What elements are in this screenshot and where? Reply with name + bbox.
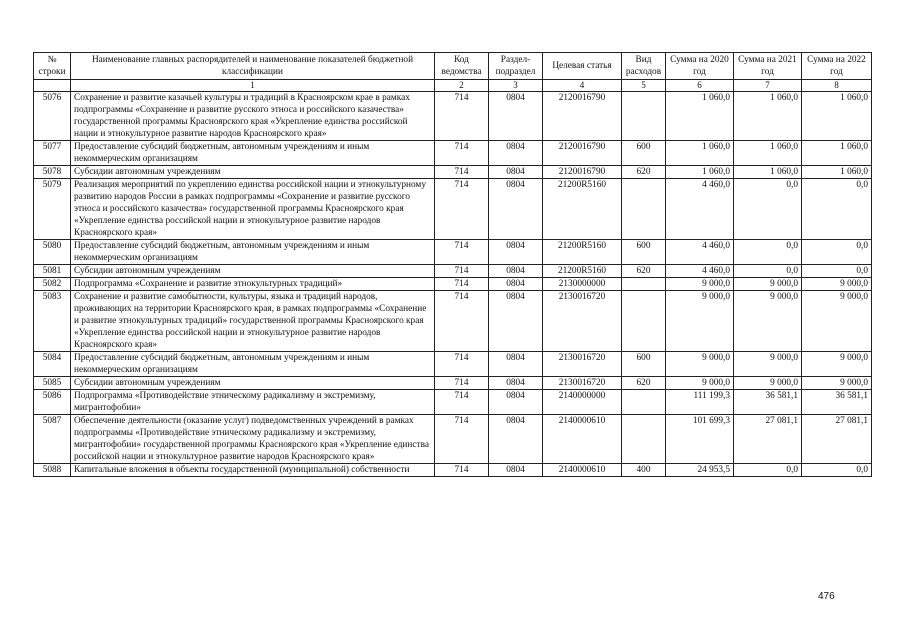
table-row [34,166,872,179]
page-number: 476 [818,591,835,602]
dept-code: 714 [435,464,489,477]
section-code: 0804 [489,92,543,141]
sum-2020: 1 060,0 [666,141,734,166]
target-code: 21200R5160 [543,179,622,240]
header-sum-2021: Сумма на 2021 год [734,53,802,80]
sum-2021: 1 060,0 [734,92,802,141]
sum-2022: 9 000,0 [802,291,872,352]
dept-code: 714 [435,390,489,415]
dept-code: 714 [435,166,489,179]
sum-2020: 9 000,0 [666,278,734,291]
column-number: 7 [734,80,802,92]
table-row [34,179,872,240]
sum-2022: 0,0 [802,464,872,477]
column-number: 5 [622,80,666,92]
target-code: 21200R5160 [543,265,622,278]
target-code: 2120016790 [543,92,622,141]
section-code: 0804 [489,240,543,265]
sum-2020: 111 199,3 [666,390,734,415]
row-number: 5082 [34,278,71,291]
sum-2022: 9 000,0 [802,377,872,390]
sum-2020: 9 000,0 [666,291,734,352]
sum-2020: 24 953,5 [666,464,734,477]
dept-code: 714 [435,179,489,240]
sum-2022: 1 060,0 [802,141,872,166]
target-code: 2140000610 [543,415,622,464]
table-row [34,377,872,390]
header-target: Целевая статья [543,53,622,80]
row-name: Субсидии автономным учреждениям [71,377,435,390]
header-expense-type: Вид расходов [622,53,666,80]
header-dept-code: Код ведомства [435,53,489,80]
expense-type [622,390,666,415]
row-name: Субсидии автономным учреждениям [71,265,435,278]
sum-2020: 4 460,0 [666,179,734,240]
header-sum-2022: Сумма на 2022 год [802,53,872,80]
sum-2021: 9 000,0 [734,278,802,291]
dept-code: 714 [435,141,489,166]
dept-code: 714 [435,265,489,278]
sum-2021: 27 081,1 [734,415,802,464]
table-row [34,390,872,415]
sum-2021: 0,0 [734,265,802,278]
column-number: 8 [802,80,872,92]
table-row [34,278,872,291]
row-number: 5076 [34,92,71,141]
row-number: 5079 [34,179,71,240]
row-name: Реализация мероприятий по укреплению единства российской нации и этнокультурному развитию народов России в рамках подпрограммы «Сохранение и развитие русского этноса и российского казачества» государственной программы Красноярского края «Укрепление единства российской нации и этнокультурное развитие народов Красноярского края» [71,179,435,240]
expense-type: 620 [622,265,666,278]
column-number: 3 [489,80,543,92]
target-code: 2120016790 [543,141,622,166]
table-row [34,415,872,464]
table-row [34,141,872,166]
sum-2020: 1 060,0 [666,92,734,141]
table-header [34,53,872,92]
sum-2021: 1 060,0 [734,141,802,166]
row-name: Подпрограмма «Противодействие этническому радикализму и экстремизму, мигрантофобии» [71,390,435,415]
dept-code: 714 [435,92,489,141]
row-number: 5084 [34,352,71,377]
table-row [34,92,872,141]
row-name: Субсидии автономным учреждениям [71,166,435,179]
row-number: 5088 [34,464,71,477]
row-name: Предоставление субсидий бюджетным, автономным учреждениям и иным некоммерческим организациям [71,141,435,166]
section-code: 0804 [489,166,543,179]
budget-table [33,52,872,477]
sum-2021: 0,0 [734,179,802,240]
table-row [34,464,872,477]
row-number: 5087 [34,415,71,464]
row-name: Обеспечение деятельности (оказание услуг) подведомственных учреждений в рамках подпрограммы «Противодействие этническому радикализму и экстремизму, мигрантофобии» государственной программы Красноярского края «Укрепление единства российской нации и этнокультурное развитие народов Красноярского края» [71,415,435,464]
expense-type [622,291,666,352]
sum-2021: 9 000,0 [734,377,802,390]
column-number: 2 [435,80,489,92]
sum-2022: 9 000,0 [802,352,872,377]
table-body [34,92,872,477]
column-number: 1 [71,80,435,92]
sum-2022: 9 000,0 [802,278,872,291]
target-code: 2130000000 [543,278,622,291]
section-code: 0804 [489,141,543,166]
row-number: 5081 [34,265,71,278]
table-row [34,265,872,278]
sum-2020: 101 699,3 [666,415,734,464]
row-number: 5085 [34,377,71,390]
row-number: 5083 [34,291,71,352]
sum-2020: 1 060,0 [666,166,734,179]
sum-2022: 27 081,1 [802,415,872,464]
sum-2021: 0,0 [734,464,802,477]
sum-2020: 9 000,0 [666,377,734,390]
sum-2022: 0,0 [802,179,872,240]
sum-2022: 36 581,1 [802,390,872,415]
row-number: 5080 [34,240,71,265]
sum-2022: 0,0 [802,265,872,278]
expense-type: 600 [622,141,666,166]
section-code: 0804 [489,377,543,390]
header-name: Наименование главных распорядителей и наименование показателей бюджетной классификации [71,53,435,80]
section-code: 0804 [489,291,543,352]
section-code: 0804 [489,265,543,278]
row-number: 5077 [34,141,71,166]
expense-type: 620 [622,377,666,390]
dept-code: 714 [435,377,489,390]
column-number [34,80,71,92]
table-row [34,352,872,377]
sum-2020: 4 460,0 [666,240,734,265]
row-name: Предоставление субсидий бюджетным, автономным учреждениям и иным некоммерческим организациям [71,352,435,377]
section-code: 0804 [489,278,543,291]
target-code: 2130016720 [543,291,622,352]
dept-code: 714 [435,352,489,377]
header-section: Раздел-подраздел [489,53,543,80]
expense-type [622,179,666,240]
sum-2020: 4 460,0 [666,265,734,278]
sum-2021: 36 581,1 [734,390,802,415]
sum-2021: 9 000,0 [734,291,802,352]
expense-type [622,92,666,141]
expense-type [622,278,666,291]
dept-code: 714 [435,240,489,265]
target-code: 2140000000 [543,390,622,415]
target-code: 2140000610 [543,464,622,477]
header-row-no: № строки [34,53,71,80]
target-code: 2130016720 [543,352,622,377]
row-name: Предоставление субсидий бюджетным, автономным учреждениям и иным некоммерческим организациям [71,240,435,265]
section-code: 0804 [489,390,543,415]
dept-code: 714 [435,415,489,464]
row-number: 5078 [34,166,71,179]
target-code: 2120016790 [543,166,622,179]
sum-2022: 1 060,0 [802,166,872,179]
sum-2021: 0,0 [734,240,802,265]
column-number: 6 [666,80,734,92]
target-code: 21200R5160 [543,240,622,265]
dept-code: 714 [435,291,489,352]
section-code: 0804 [489,464,543,477]
expense-type [622,415,666,464]
row-name: Сохранение и развитие самобытности, культуры, языка и традиций народов, проживающих на территории Красноярского края, в рамках подпрограммы «Сохранение и развитие этнокультурных традиций» государственной программы Красноярского края «Укрепление единства российской нации и этнокультурное развитие народов Красноярского края» [71,291,435,352]
row-number: 5086 [34,390,71,415]
row-name: Капитальные вложения в объекты государственной (муниципальной) собственности [71,464,435,477]
expense-type: 600 [622,352,666,377]
section-code: 0804 [489,179,543,240]
header-sum-2020: Сумма на 2020 год [666,53,734,80]
sum-2021: 9 000,0 [734,352,802,377]
sum-2022: 1 060,0 [802,92,872,141]
row-name: Подпрограмма «Сохранение и развитие этнокультурных традиций» [71,278,435,291]
expense-type: 400 [622,464,666,477]
expense-type: 600 [622,240,666,265]
section-code: 0804 [489,415,543,464]
dept-code: 714 [435,278,489,291]
expense-type: 620 [622,166,666,179]
sum-2021: 1 060,0 [734,166,802,179]
sum-2022: 0,0 [802,240,872,265]
table-row [34,291,872,352]
column-number-row [34,80,872,92]
table-row [34,240,872,265]
section-code: 0804 [489,352,543,377]
column-number: 4 [543,80,622,92]
target-code: 2130016720 [543,377,622,390]
row-name: Сохранение и развитие казачьей культуры и традиций в Красноярском крае в рамках подпрограммы «Сохранение и развитие русского этноса и российского казачества» государственной программы Красноярского края «Укрепление единства российской нации и этнокультурное развитие народов Красноярского края» [71,92,435,141]
sum-2020: 9 000,0 [666,352,734,377]
